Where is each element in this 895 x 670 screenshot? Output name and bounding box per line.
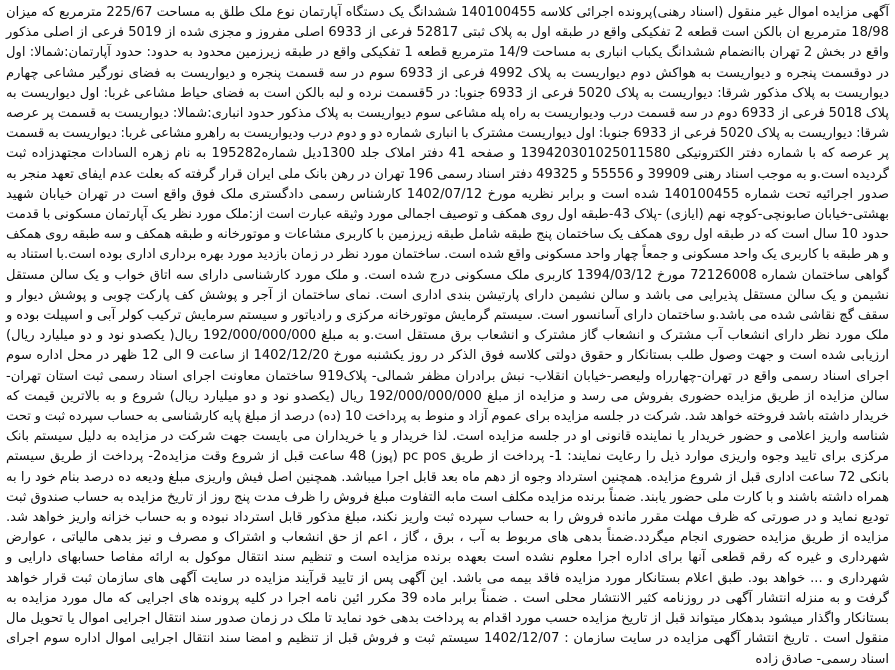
auction-notice-text: آگهی مزایده اموال غیر منقول (اسناد رهنی)پرونده اجرائی کلاسه 140100455 ششدانگ یک دستگاه آپارتمان نوع ملک طلق به مساحت 225/67 مترمربع که میزان 18/98 مترمربع ان بالکن است قطعه 2 تفکیکی واقع در طبقه اول به پلاک ثبتی 52817 فرعی از 6933 اصلی مفروز و مجزی شده از 5019 فرعی از اصلی مذکور واقع در بخش 2 تهران باانضمام ششدانگ یکباب انباری به مساحت 14/9 مترمربع قطعه 1 تفکیکی واقع در طبقه زیرزمین محدود به حدود: حدود آپارتمان:شمالا: اول در دوقسمت پنجره و دیواریست به هواکش دوم دیواریست به پلاک 4992 فرعی از 6933 سوم در سه قسمت پنجره و دیواریست به فضای نورگیر مشاعی چهارم دیواریست به پلاک مذکور شرقا: دیواریست به پلاک 5020 فرعی از 6933 جنوبا: در 5قسمت نرده و لبه بالکن است به فضای حیاط مشاعی غربا: اول دیواریست به پلاک 5018 فرعی از 6933 دوم در سه قسمت درب ودیواریست به راه پله مشاعی سوم دیواریست به پلاک مذکور حدود انباری:شمالا: دیواریست به قسمت پر عرصه شرقا: دیواریست به پلاک 5020 فرعی از 6933 جنوبا: اول دیواریست مشترک با انباری شماره دو و دوم درب ودیواریست به راهرو مشاعی غربا: دیواریست به قسمت پر عرصه که با شماره دفتر الکترونیکی 139420301025011580 و صفحه 41 دفتر املاک جلد 1300دیل شماره195282 به نام زهره السادات مجتهدزاده ثبت گردیده است.و به موجب اسناد رهنی 39909 و 55556 و 49325 دفتر اسناد رسمی 196 تهران در رهن بانک ملی ایران قرار گرفته که بعلت عدم ایفای تعهد منجر به صدور اجرائیه تحت شماره 140100455 شده است و برابر نظریه مورخ 1402/07/12 کارشناس رسمی دادگستری ملک فوق واقع است در تهران خیابان شهید بهشتی-خیابان صابونچی-کوچه نهم (ایازی) -پلاک 43-طبقه اول روی همکف و توصیف اجمالی مورد وثیقه عبارت است از:ملک مورد نظر یک آپارتمان مسکونی با قدمت حدود 10 سال است که در طبقه اول روی همکف یک ساختمان پنج طبقه شامل طبقه زیرزمین با کاربری مشاعات و موتورخانه و طبقه همکف و سه طبقه روی همکف و هر طبقه با کاربری یک واحد مسکونی و جمعاً چهار واحد مسکونی واقع شده است. ساختمان مورد نظر در زمان بازدید مورد بهره برداری اداری بوده است.با استناد به گواهی ساختمان شماره 72126008 مورخ 1394/03/12 کاربری ملک مسکونی درج شده است. و ملک مورد کارشناسی دارای سه اتاق خواب و یک سالن مستقل نشیمن و یک سالن مستقل پذیرایی می باشد و سالن نشیمن دارای پارتیشن بندی اداری است. نمای ساختمان از آجر و پوشش کف پارکت چوبی و پوشش دیوار و سقف گچ نقاشی شده می باشد.و ساختمان دارای آسانسور است. سیستم گرمایش موتورخانه مرکزی و رادیاتور و سیستم سرمایش ترکیب کولر آبی و اسپیلت بوده و ملک مورد نظر دارای انشعاب آب مشترک و انشعاب گاز مشترک و انشعاب برق مستقل است.و به مبلغ 192/000/000/000 ریال( یکصدو نود و دو میلیارد ریال) ارزیابی شده است و جهت وصول طلب بستانکار و حقوق دولتی کلاسه فوق الذکر در روز یکشنبه مورخ 1402/12/20 از ساعت 9 الی 12 ظهر در محل اداره سوم اجرای اسناد رسمی واقع در تهران-چهارراه ولیعصر-خیابان انقلاب- نبش برادران مظفر شمالی- پلاک919 ساختمان معاونت اجرای اسناد رسمی ثبت استان تهران-سالن مزایده از طریق مزایده حضوری بفروش می رسد و مزایده از مبلغ 192/000/000/000 ریال (یکصدو نود و دو میلیارد ریال) شروع و به بالاترین قیمت که خریدار داشته باشد فروخته خواهد شد. شرکت در جلسه مزایده برای عموم آزاد و منوط به پرداخت 10 (ده) درصد از مبلغ پایه کارشناسی به حساب سپرده ثبت و تحت شناسه واریز اعلامی و حضور خریدار یا نماینده قانونی او در جلسه مزایده است. لذا خریدار و یا خریداران می بایست جهت شرکت در مزایده به دلیل سیستم بانک مرکزی برای تایید وجوه واریزی موارد ذیل را رعایت نمایند: 1- پرداخت از طریق pc pos (پوز) 48 ساعت قبل از شروع وقت مزایده2- پرداخت از طریق سیستم بانکی 72 ساعت اداری قبل از شروع مزایده. همچنین استرداد وجوه از دهم ماه بعد قابل اجرا میباشد. همچنین اصل فیش واریزی مبلغ ودیعه ده درصد بنام خود را به همراه داشته باشند و با کارت ملی حضور یابند. ضمناً برنده مزایده مکلف است مابه التفاوت مبلغ فروش را ظرف مدت پنج روز از تاریخ مزایده به حساب صندوق ثبت تودیع نماید و در صورتی که ظرف مهلت مقرر مانده فروش را به حساب سپرده ثبت واریز نکند، مبلغ مذکور قابل استرداد نبوده و به حساب خزانه واریز خواهد شد. مزایده از طریق مزایده حضوری انجام میگردد.ضمناً بدهی های مربوط به آب ، برق ، گاز ، اعم از حق انشعاب و اشتراک و مصرف و نیز بدهی مالیاتی ، عوارض شهرداری و غیره که رقم قطعی آنها برای اداره اجرا معلوم نشده است بعهده برنده مزایده است و تنظیم سند انتقال موکول به ارائه مفاصا حسابهای دارایی و شهرداری و ... خواهد بود. طبق اعلام بستانکار مورد مزایده فاقد بیمه می باشد. این آگهی پس از تایید قرآیند مزایده در سایت آگهی های سازمان ثبت قرار خواهد گرفت و به منزله انتشار آگهی در روزنامه کثیر الانتشار محلی است . ضمناً برابر ماده 39 مکرر ائین نامه اجرا در کلیه پرونده های اجرایی که مال مورد مزایده به بستانکار واگذار میشود بدهکار میتواند قبل از تاریخ مزایده حسب مورد اقدام به پرداخت بدهی خود نماید تا ملک در زمان صدور سند انتقال اجرایی اموال یا تحویل مال منقول است . تاریخ انتشار آگهی مزایده در سایت سازمان : 1402/12/07 سیستم ثبت و فروش قبل از تنظیم و امضا سند انتقال اجرایی اموال اداره سوم اجرای اسناد رسمی- صادق زاده (6, 5, 890, 667)
